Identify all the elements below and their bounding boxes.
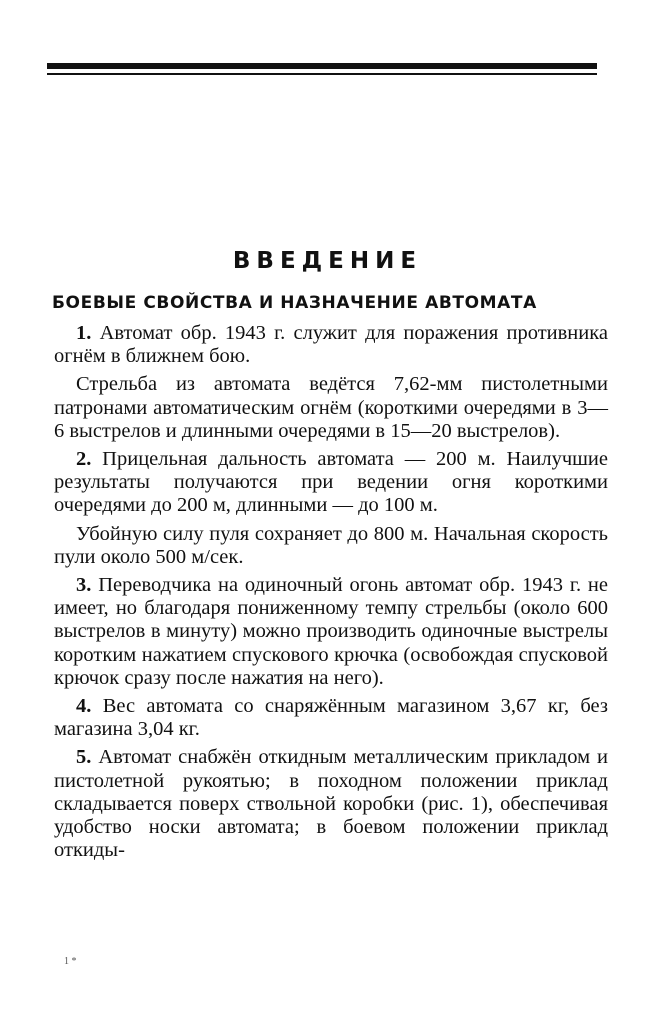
paragraph	[54, 322, 608, 368]
paragraph-text: Вес автомата со снаряжённым магазином 3,67 кг, без магазина 3,04 кг.	[54, 695, 608, 741]
paragraph-number: 2.	[76, 448, 92, 471]
body-text	[54, 322, 608, 867]
paragraph	[54, 574, 608, 690]
header-rule-thin	[47, 73, 597, 75]
paragraph	[54, 448, 608, 518]
paragraph-text: Прицельная дальность автомата — 200 м. Наилучшие результаты получаются при ведении огня короткими очередями до 200 м, длинными — до 100 м.	[54, 448, 608, 517]
paragraph-text: Автомат снабжён откидным металлическим прикладом и пистолетной рукоятью; в походном положении приклад складывается поверх ствольной коробки (рис. 1), обеспечивая удобство носки автомата; в боевом положении приклад откиды-	[54, 746, 608, 862]
section-title: БОЕВЫЕ СВОЙСТВА И НАЗНАЧЕНИЕ АВТОМАТА	[52, 293, 537, 313]
chapter-title: ВВЕДЕНИЕ	[232, 248, 423, 274]
paragraph-number: 3.	[76, 574, 92, 597]
paragraph-text: Переводчика на одиночный огонь автомат обр. 1943 г. не имеет, но благодаря пониженному темпу стрельбы (около 600 выстрелов в минуту) можно производить одиночные выстрелы коротким нажатием спускового крючка (освобождая спусковой крючок сразу после нажатия на него).	[54, 574, 608, 689]
paragraph-text: Автомат обр. 1943 г. служит для поражения противника огнём в ближнем бою.	[54, 322, 608, 368]
paragraph	[54, 523, 608, 569]
page-mark: 1 *	[64, 956, 77, 967]
paragraph-number: 5.	[76, 746, 92, 769]
paragraph-text: Убойную силу пуля сохраняет до 800 м. Начальная скорость пули около 500 м/сек.	[54, 522, 608, 568]
paragraph	[54, 746, 608, 862]
paragraph	[54, 373, 608, 443]
paragraph-text: Стрельба из автомата ведётся 7,62-мм пистолетными патронами автоматическим огнём (короткими очередями в 3—6 выстрелов и длинными очередями в 15—20 выстрелов).	[54, 373, 608, 442]
header-rule-thick	[47, 63, 597, 69]
paragraph-number: 4.	[76, 695, 92, 718]
paragraph-number: 1.	[76, 322, 92, 344]
paragraph	[54, 695, 608, 741]
